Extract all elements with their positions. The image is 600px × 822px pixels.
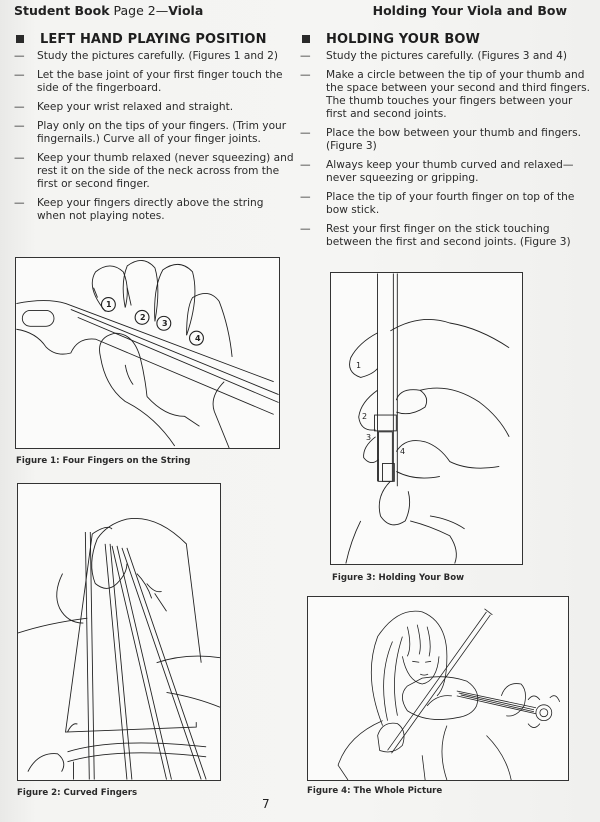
- instruction-list: [300, 50, 592, 249]
- dash-icon: —: [300, 126, 311, 139]
- left-hand-section: [14, 30, 294, 229]
- dash-icon: —: [300, 190, 311, 203]
- list-item: — Let the base joint of your first finger touch the side of the fingerboard.: [14, 69, 283, 94]
- dash-icon: —: [14, 197, 25, 210]
- page-number: 7: [262, 797, 270, 811]
- dash-icon: —: [300, 158, 311, 171]
- finger-label: 3: [366, 433, 372, 442]
- figure-1-illustration: [15, 257, 280, 449]
- book-label: Student Book: [14, 3, 110, 18]
- page-label: Page 2—: [113, 3, 169, 18]
- holding-bow-section: [300, 30, 592, 255]
- square-bullet-icon: [302, 35, 310, 43]
- dash-icon: —: [14, 101, 25, 114]
- figure-caption: Figure 4: The Whole Picture: [307, 786, 443, 796]
- dash-icon: —: [14, 120, 25, 133]
- finger-label: 4: [400, 447, 406, 456]
- list-item: — Rest your first finger on the stick touching between the first and second joints. (Figure 3): [300, 222, 571, 248]
- girl-playing-viola-drawing: [308, 597, 568, 780]
- page-header-left: [14, 3, 203, 18]
- dash-icon: —: [300, 50, 311, 62]
- list-item: — Keep your wrist relaxed and straight.: [14, 101, 234, 114]
- finger-label: 1: [356, 361, 362, 370]
- list-item: — Keep your fingers directly above the string when not playing notes.: [14, 197, 264, 222]
- list-item: — Place the bow between your thumb and fingers. (Figure 3): [300, 126, 582, 152]
- figure-3-illustration: [330, 272, 523, 565]
- figure-caption: Figure 2: Curved Fingers: [17, 788, 138, 798]
- finger-label: 3: [162, 319, 168, 328]
- finger-label: 1: [106, 300, 112, 309]
- figure-caption: Figure 1: Four Fingers on the String: [16, 456, 191, 466]
- instrument-label: Viola: [168, 3, 204, 18]
- square-bullet-icon: [16, 35, 24, 43]
- figure-4-illustration: [307, 596, 569, 781]
- section-title: [14, 30, 294, 48]
- list-item: — Study the pictures carefully. (Figures 3 and 4): [300, 50, 568, 62]
- left-hand-fingers-drawing: [16, 258, 279, 448]
- finger-label: 2: [362, 412, 368, 421]
- list-item: — Place the tip of your fourth finger on top of the bow stick.: [300, 190, 575, 216]
- finger-label: 2: [140, 313, 146, 322]
- list-item: — Study the pictures carefully. (Figures 1 and 2): [14, 50, 279, 62]
- figure-caption: Figure 3: Holding Your Bow: [332, 573, 465, 583]
- list-item: — Play only on the tips of your fingers. (Trim your fingernails.) Curve all of your finger joints.: [14, 120, 287, 146]
- figure-2-illustration: [17, 483, 221, 781]
- list-item: — Always keep your thumb curved and relaxed—never squeezing or gripping.: [300, 158, 574, 184]
- dash-icon: —: [300, 69, 311, 82]
- list-item: — Make a circle between the tip of your thumb and the space between your second and third fingers. The thumb touches your fingers between your first and second joints.: [300, 69, 590, 120]
- section-title-text: HOLDING YOUR BOW: [326, 31, 480, 47]
- finger-label: 4: [195, 334, 201, 343]
- list-item: — Keep your thumb relaxed (never squeezing) and rest it on the side of the neck across from the first or second finger.: [14, 152, 294, 190]
- curved-fingers-drawing: [18, 484, 220, 780]
- bow-hold-drawing: [331, 273, 522, 564]
- chapter-title: Holding Your Viola and Bow: [372, 3, 567, 18]
- instruction-list: [14, 50, 294, 223]
- dash-icon: —: [14, 152, 25, 165]
- dash-icon: —: [14, 69, 25, 82]
- dash-icon: —: [300, 222, 311, 235]
- section-title-text: LEFT HAND PLAYING POSITION: [40, 31, 267, 47]
- dash-icon: —: [14, 50, 25, 62]
- section-title: [300, 30, 592, 48]
